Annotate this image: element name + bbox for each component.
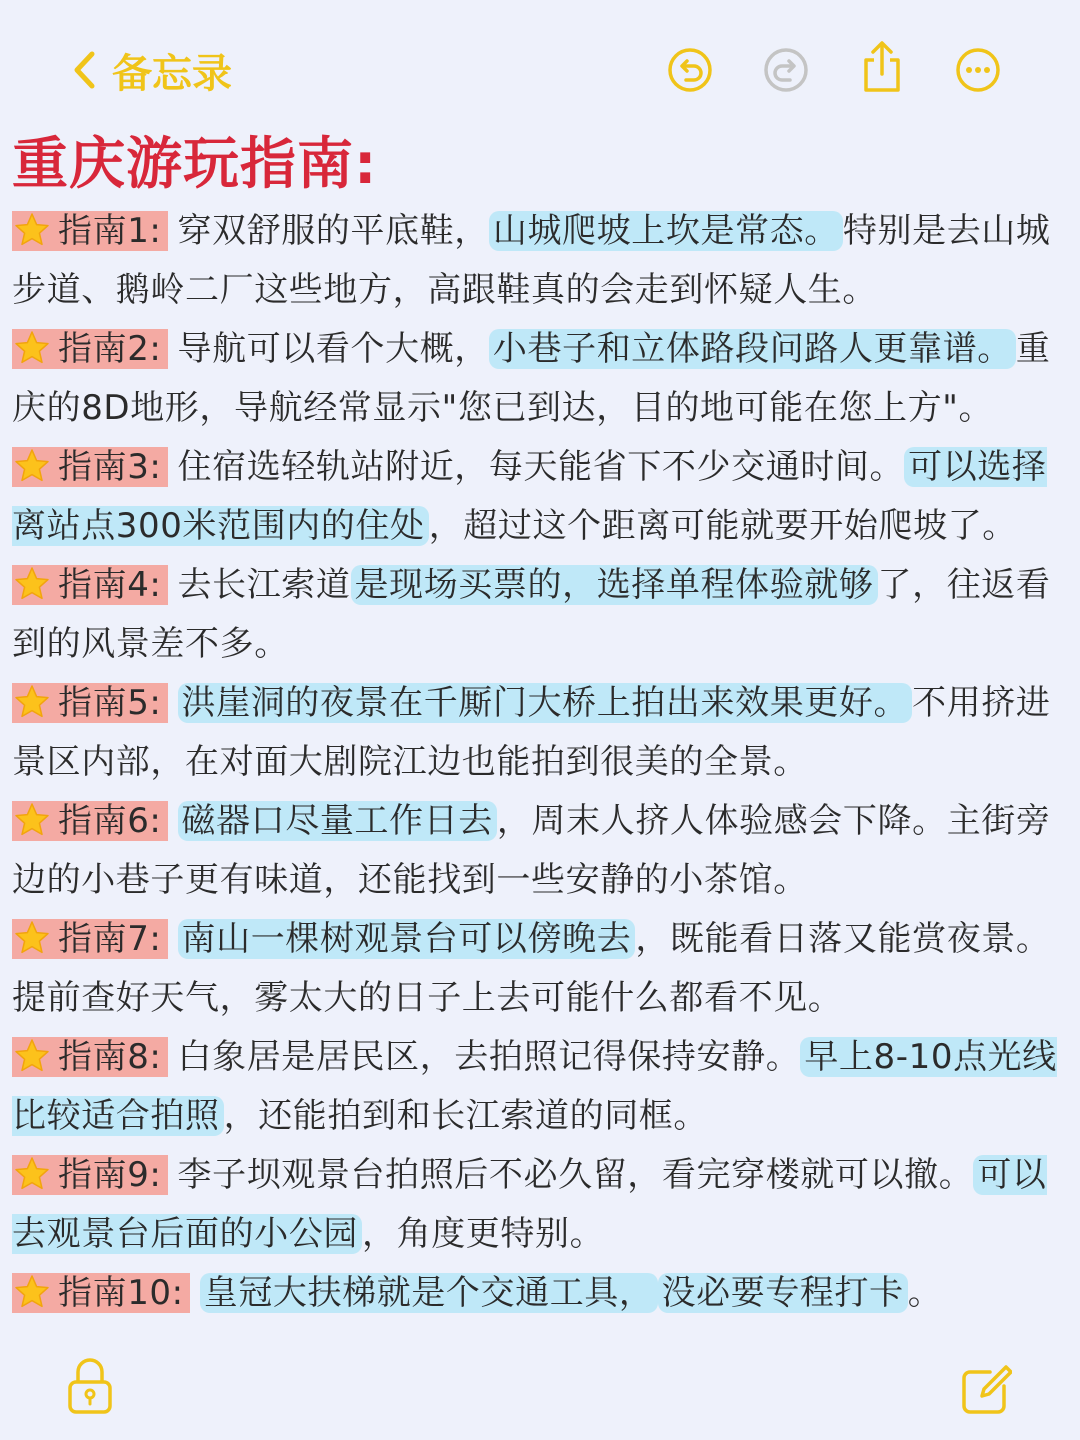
tip-text: 了，往返看到的风景差不多。 (12, 565, 1051, 664)
note-title: 重庆游玩指南: (12, 132, 378, 197)
star-icon (14, 208, 50, 244)
highlighted-text: 南山一棵树观景台可以傍晚去 (178, 919, 636, 959)
star-icon (14, 326, 50, 362)
back-label: 备忘录 (112, 50, 232, 97)
tip-item (12, 320, 1058, 438)
tip-badge (12, 447, 168, 487)
star-icon (14, 916, 50, 952)
highlighted-text: 没必要专程打卡 (658, 1273, 908, 1313)
tip-item (12, 910, 1058, 1028)
compose-icon[interactable] (960, 1362, 1012, 1416)
tip-text: ，既能看日落又能赏夜景。提前查好天气，雾太大的日子上去可能什么都看不见。 (12, 919, 1051, 1018)
tip-text: 。 (907, 1273, 943, 1313)
tip-label: 指南7: (58, 919, 162, 959)
tip-text: ，超过这个距离可能就要开始爬坡了。 (428, 506, 1017, 546)
tip-text: ，角度更特别。 (362, 1214, 605, 1254)
tip-label: 指南6: (58, 801, 162, 841)
tip-item (12, 556, 1058, 674)
tip-item (12, 202, 1058, 320)
tip-badge (12, 919, 168, 959)
star-icon (14, 444, 50, 480)
chevron-left-icon (72, 50, 96, 90)
tip-item (12, 1028, 1058, 1146)
tip-badge (12, 211, 168, 251)
star-icon (14, 798, 50, 834)
tip-badge (12, 683, 168, 723)
tip-badge (12, 329, 168, 369)
tip-item (12, 1146, 1058, 1264)
tip-item (12, 438, 1058, 556)
tip-label: 指南4: (58, 565, 162, 605)
back-button[interactable] (72, 42, 232, 98)
redo-icon[interactable] (762, 46, 810, 94)
undo-icon[interactable] (666, 46, 714, 94)
highlighted-text: 小巷子和立体路段问路人更靠谱。 (489, 329, 1016, 369)
highlighted-text: 山城爬坡上坎是常态。 (489, 211, 843, 251)
tip-text: ，周末人挤人体验感会下降。主街旁边的小巷子更有味道，还能找到一些安静的小茶馆。 (12, 801, 1051, 900)
tip-badge (12, 1037, 168, 1077)
tip-text: 不用挤进景区内部，在对面大剧院江边也能拍到很美的全景。 (12, 683, 1051, 782)
tip-badge (12, 565, 168, 605)
lock-icon[interactable] (66, 1356, 114, 1416)
tip-label: 指南3: (58, 447, 162, 487)
tip-text: 重庆的8D地形，导航经常显示"您已到达，目的地可能在您上方"。 (12, 329, 1051, 428)
more-icon[interactable] (954, 46, 1002, 94)
tip-text: 白象居是居民区，去拍照记得保持安静。 (177, 1037, 801, 1077)
tip-text: 穿双舒服的平底鞋， (177, 211, 489, 251)
tip-text: 特别是去山城步道、鹅岭二厂这些地方，高跟鞋真的会走到怀疑人生。 (12, 211, 1051, 310)
star-icon (14, 1152, 50, 1188)
top-navigation-bar (0, 0, 1080, 120)
star-icon (14, 680, 50, 716)
tip-item (12, 1264, 1058, 1323)
highlighted-text: 是现场买票的，选择单程体验就够 (351, 565, 878, 605)
note-body[interactable] (12, 202, 1058, 1323)
highlighted-text: 洪崖洞的夜景在千厮门大桥上拍出来效果更好。 (178, 683, 913, 723)
tip-label: 指南2: (58, 329, 162, 369)
tip-item (12, 674, 1058, 792)
tip-badge (12, 801, 168, 841)
highlighted-text: 早上8-10点光线比较适合拍照 (12, 1037, 1057, 1136)
tip-text: 李子坝观景台拍照后不必久留，看完穿楼就可以撤。 (177, 1155, 974, 1195)
star-icon (14, 1034, 50, 1070)
tip-label: 指南9: (58, 1155, 162, 1195)
tip-text: ，还能拍到和长江索道的同框。 (223, 1096, 709, 1136)
tip-label: 指南8: (58, 1037, 162, 1077)
tip-text: 去长江索道 (177, 565, 351, 605)
highlighted-text: 磁器口尽量工作日去 (178, 801, 497, 841)
star-icon (14, 562, 50, 598)
highlighted-text: 可以选择离站点300米范围内的住处 (12, 447, 1047, 546)
star-icon (14, 1270, 50, 1306)
tip-badge (12, 1155, 168, 1195)
highlighted-text: 皇冠大扶梯就是个交通工具， (200, 1273, 658, 1313)
tip-badge (12, 1273, 190, 1313)
tip-label: 指南5: (58, 683, 162, 723)
share-icon[interactable] (858, 40, 906, 94)
tip-text: 导航可以看个大概， (177, 329, 489, 369)
tip-label: 指南1: (58, 211, 162, 251)
tip-item (12, 792, 1058, 910)
tip-text: 住宿选轻轨站附近，每天能省下不少交通时间。 (177, 447, 905, 487)
tip-label: 指南10: (58, 1273, 184, 1313)
highlighted-text: 可以去观景台后面的小公园 (12, 1155, 1047, 1254)
